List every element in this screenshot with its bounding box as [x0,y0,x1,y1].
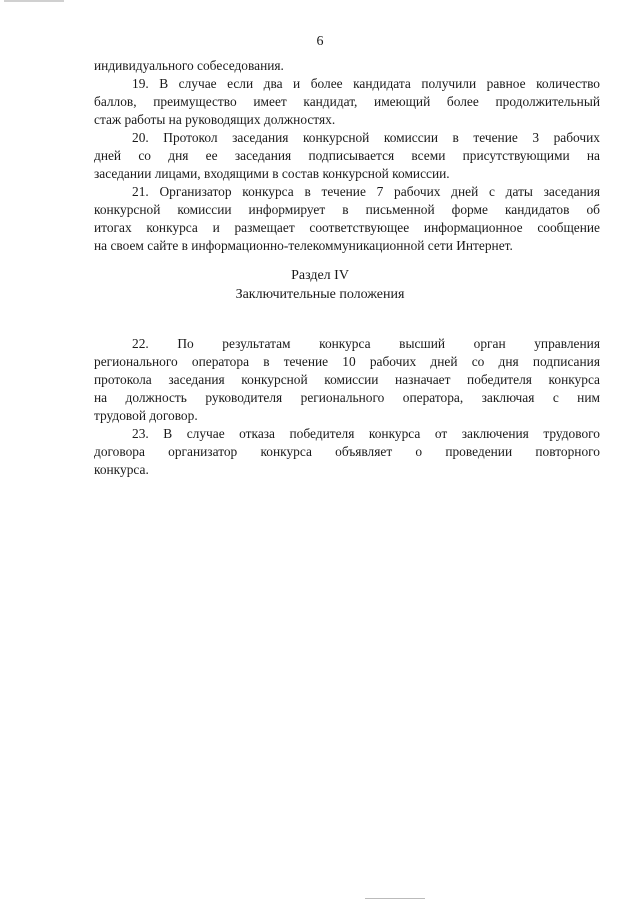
paragraph-19-start: 19. В случае если два и более кандидата получили равное количество [132,76,600,91]
paragraph-21-start: 21. Организатор конкурса в течение 7 рабочих дней с даты заседания [132,184,600,199]
paragraph-22-start: 22. По результатам конкурса высший орган управления [132,336,600,351]
text-line: стаж работы на руководящих должностях. [94,112,336,127]
text-line: договора организатор конкурса объявляет о проведении повторного [94,444,600,459]
text-line: регионального оператора в течение 10 рабочих дней со дня подписания [94,354,600,369]
section-title: Заключительные положения [235,287,405,302]
text-line: конкурсной комиссии информирует в письменной форме кандидатов об [94,202,600,217]
text-line: индивидуального собеседования. [94,58,284,73]
scan-artifact [365,898,425,899]
text-line: дней со дня ее заседания подписывается всеми присутствующими на [94,148,600,163]
text-line: заседании лицами, входящими в состав конкурсной комиссии. [94,166,450,181]
text-line: на своем сайте в информационно-телекоммуникационной сети Интернет. [94,238,513,253]
paragraph-23-start: 23. В случае отказа победителя конкурса от заключения трудового [132,426,600,441]
text-line: на должность руководителя регионального оператора, заключая с ним [94,390,600,405]
text-line: трудовой договор. [94,408,198,423]
section-heading: Раздел IV [291,268,349,283]
paragraph-20-start: 20. Протокол заседания конкурсной комиссии в течение 3 рабочих [132,130,600,145]
text-line: итогах конкурса и размещает соответствующее информационное сообщение [94,220,600,235]
text-line: конкурса. [94,462,149,477]
text-line: баллов, преимущество имеет кандидат, имеющий более продолжительный [94,94,600,109]
text-line: протокола заседания конкурсной комиссии назначает победителя конкурса [94,372,600,387]
scan-artifact [4,0,64,2]
page-number: 6 [316,34,324,49]
